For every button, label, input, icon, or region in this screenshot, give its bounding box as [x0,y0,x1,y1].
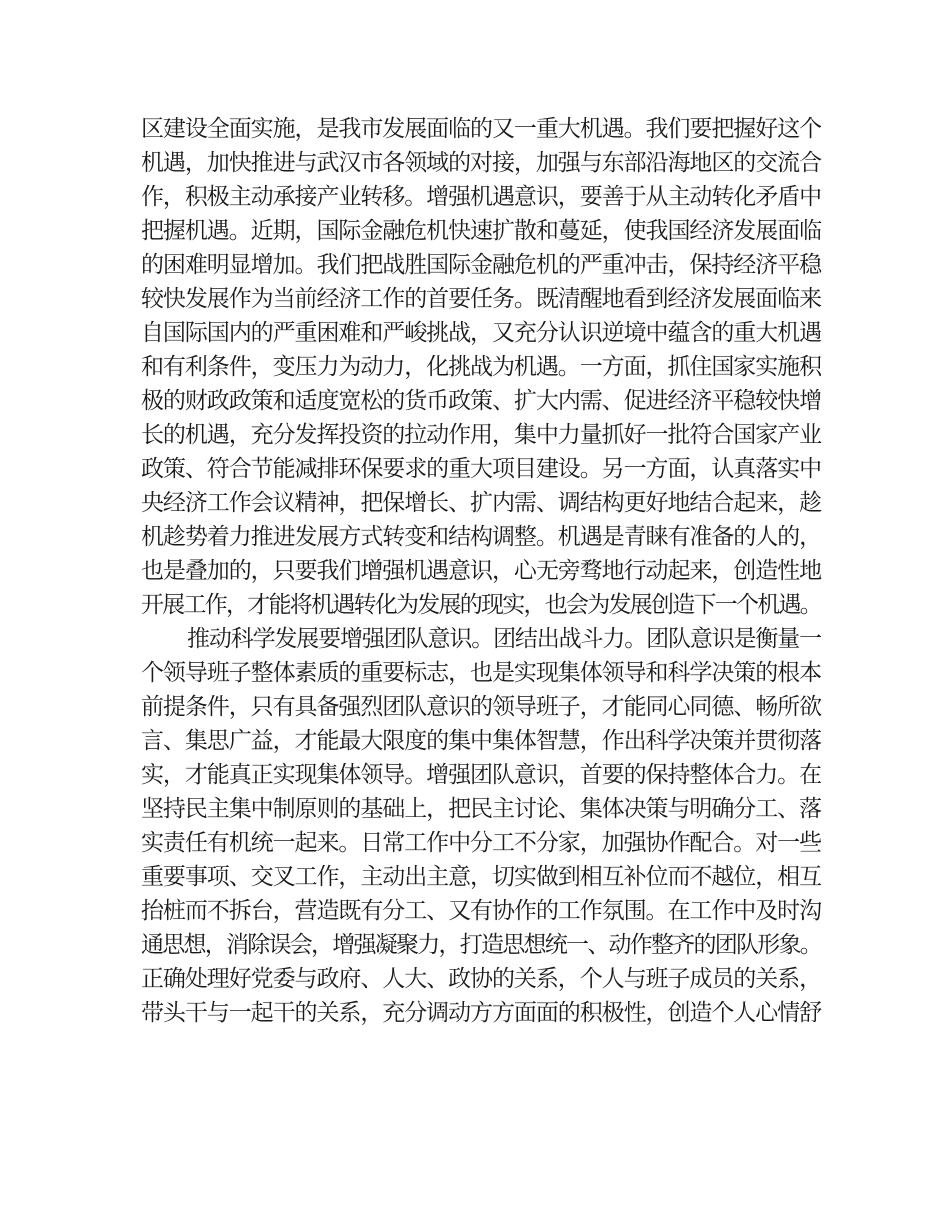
text-line: 实，才能真正实现集体领导。增强团队意识，首要的保持整体合力。在 [141,762,822,788]
text-line: 政策、符合节能减排环保要求的重大项目建设。另一方面，认真落实中 [141,456,822,482]
text-line: 正确处理好党委与政府、人大、政协的关系，个人与班子成员的关系， [141,966,822,992]
text-line: 和有利条件，变压力为动力，化挑战为机遇。一方面，抓住国家实施积 [141,354,822,380]
text-line: 抬桩而不拆台，营造既有分工、又有协作的工作氛围。在工作中及时沟 [141,898,822,924]
text-line: 通思想，消除误会，增强凝聚力，打造思想统一、动作整齐的团队形象。 [141,932,821,958]
text-line: 个领导班子整体素质的重要标志，也是实现集体领导和科学决策的根本 [141,660,822,686]
text-line: 前提条件，只有具备强烈团队意识的领导班子，才能同心同德、畅所欲 [141,694,822,720]
text-line: 机趁势着力推进发展方式转变和结构调整。机遇是青睐有准备的人的， [141,524,822,550]
body-text [141,112,821,1030]
text-line: 坚持民主集中制原则的基础上，把民主讨论、集体决策与明确分工、落 [141,796,822,822]
text-line: 机遇，加快推进与武汉市各领域的对接，加强与东部沿海地区的交流合 [141,150,822,176]
text-line: 的困难明显增加。我们把战胜国际金融危机的严重冲击，保持经济平稳 [141,252,822,278]
text-line: 带头干与一起干的关系，充分调动方方面面的积极性，创造个人心情舒 [141,1000,822,1026]
text-line: 区建设全面实施，是我市发展面临的又一重大机遇。我们要把握好这个 [141,116,822,142]
text-line: 也是叠加的，只要我们增强机遇意识，心无旁骛地行动起来，创造性地 [141,558,822,584]
text-line: 实责任有机统一起来。日常工作中分工不分家，加强协作配合。对一些 [141,830,822,856]
text-line: 较快发展作为当前经济工作的首要任务。既清醒地看到经济发展面临来 [141,286,822,312]
text-line: 央经济工作会议精神，把保增长、扩内需、调结构更好地结合起来，趁 [141,490,822,516]
text-line: 重要事项、交叉工作，主动出主意，切实做到相互补位而不越位，相互 [141,864,822,890]
text-line: 开展工作，才能将机遇转化为发展的现实，也会为发展创造下一个机遇。 [141,592,821,618]
text-line: 极的财政政策和适度宽松的货币政策、扩大内需、促进经济平稳较快增 [141,388,822,414]
text-line: 言、集思广益，才能最大限度的集中集体智慧，作出科学决策并贯彻落 [141,728,822,754]
text-line: 把握机遇。近期，国际金融危机快速扩散和蔓延，使我国经济发展面临 [141,218,822,244]
text-line: 长的机遇，充分发挥投资的拉动作用，集中力量抓好一批符合国家产业 [141,422,822,448]
text-line: 自国际国内的严重困难和严峻挑战，又充分认识逆境中蕴含的重大机遇 [141,320,822,346]
paragraph-start-line: 推动科学发展要增强团队意识。团结出战斗力。团队意识是衡量一 [187,626,822,652]
text-line: 作，积极主动承接产业转移。增强机遇意识，要善于从主动转化矛盾中 [141,184,822,210]
